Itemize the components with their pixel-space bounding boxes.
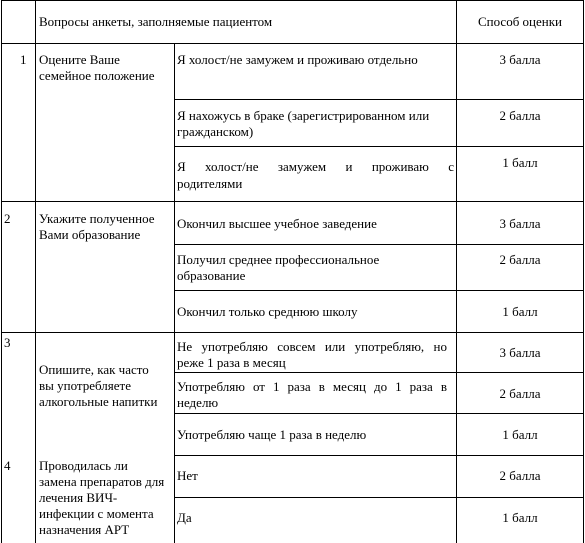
row-3-score-3: 1 балл [502,427,538,442]
row-3-score-1: 3 балла [499,345,541,360]
header-score: Способ оценки [477,14,563,29]
row-1-number: 1 [20,52,27,67]
row-1-answer-1: Я холост/не замужем и проживаю отдельно [177,52,418,67]
row-2-answer-1: Окончил высшее учебное заведение [177,216,377,231]
row-1-answer-3-line-1: Я холост/не замужем и проживаю с [177,159,454,174]
row-2-number: 2 [4,211,11,226]
row-3-answer-1-line-2: реже 1 раза в месяц [177,355,286,370]
row-2-question: Укажите полученное Вами образование [39,211,155,242]
row-1-answer-2: Я нахожусь в браке (зарегистрированном или гражданском) [177,108,430,139]
row-3-answer-1-line-1: Не употребляю совсем или употребляю, но [177,339,447,354]
row-2-score-2: 2 балла [499,252,541,267]
row-4-score-2: 1 балл [502,510,538,525]
row-4-question: Проводилась ли замена препаратов для лечения ВИЧ-инфекции с момента назначения АРТ [39,458,165,537]
row-3-answer-2-line-1: Употребляю от 1 раза в месяц до 1 раза в [177,379,447,394]
row-1-score-2: 2 балла [499,108,541,123]
row-1-score-3: 1 балл [502,155,538,170]
row-3-number: 3 [4,335,11,350]
row-4-number: 4 [4,458,11,473]
row-2-score-3: 1 балл [502,304,538,319]
header-questions: Вопросы анкеты, заполняемые пациентом [39,14,273,29]
row-2-answer-3: Окончил только среднюю школу [177,304,358,319]
row-4-score-1: 2 балла [499,468,541,483]
row-1-answer-3-line-2: родителями [177,176,243,191]
row-3-score-2: 2 балла [499,386,541,401]
row-2-answer-2: Получил среднее профессиональное образование [177,252,380,283]
row-3-question: Опишите, как часто вы употребляете алкогольные напитки [39,362,158,409]
row-4-answer-2: Да [177,510,192,525]
row-1-score-1: 3 балла [499,52,541,67]
row-3-answer-3: Употребляю чаще 1 раза в неделю [177,427,367,442]
row-1-question: Оцените Ваше семейное положение [39,52,155,83]
row-3-answer-2-line-2: неделю [177,395,219,410]
row-4-answer-1: Нет [177,468,198,483]
row-2-score-1: 3 балла [499,216,541,231]
